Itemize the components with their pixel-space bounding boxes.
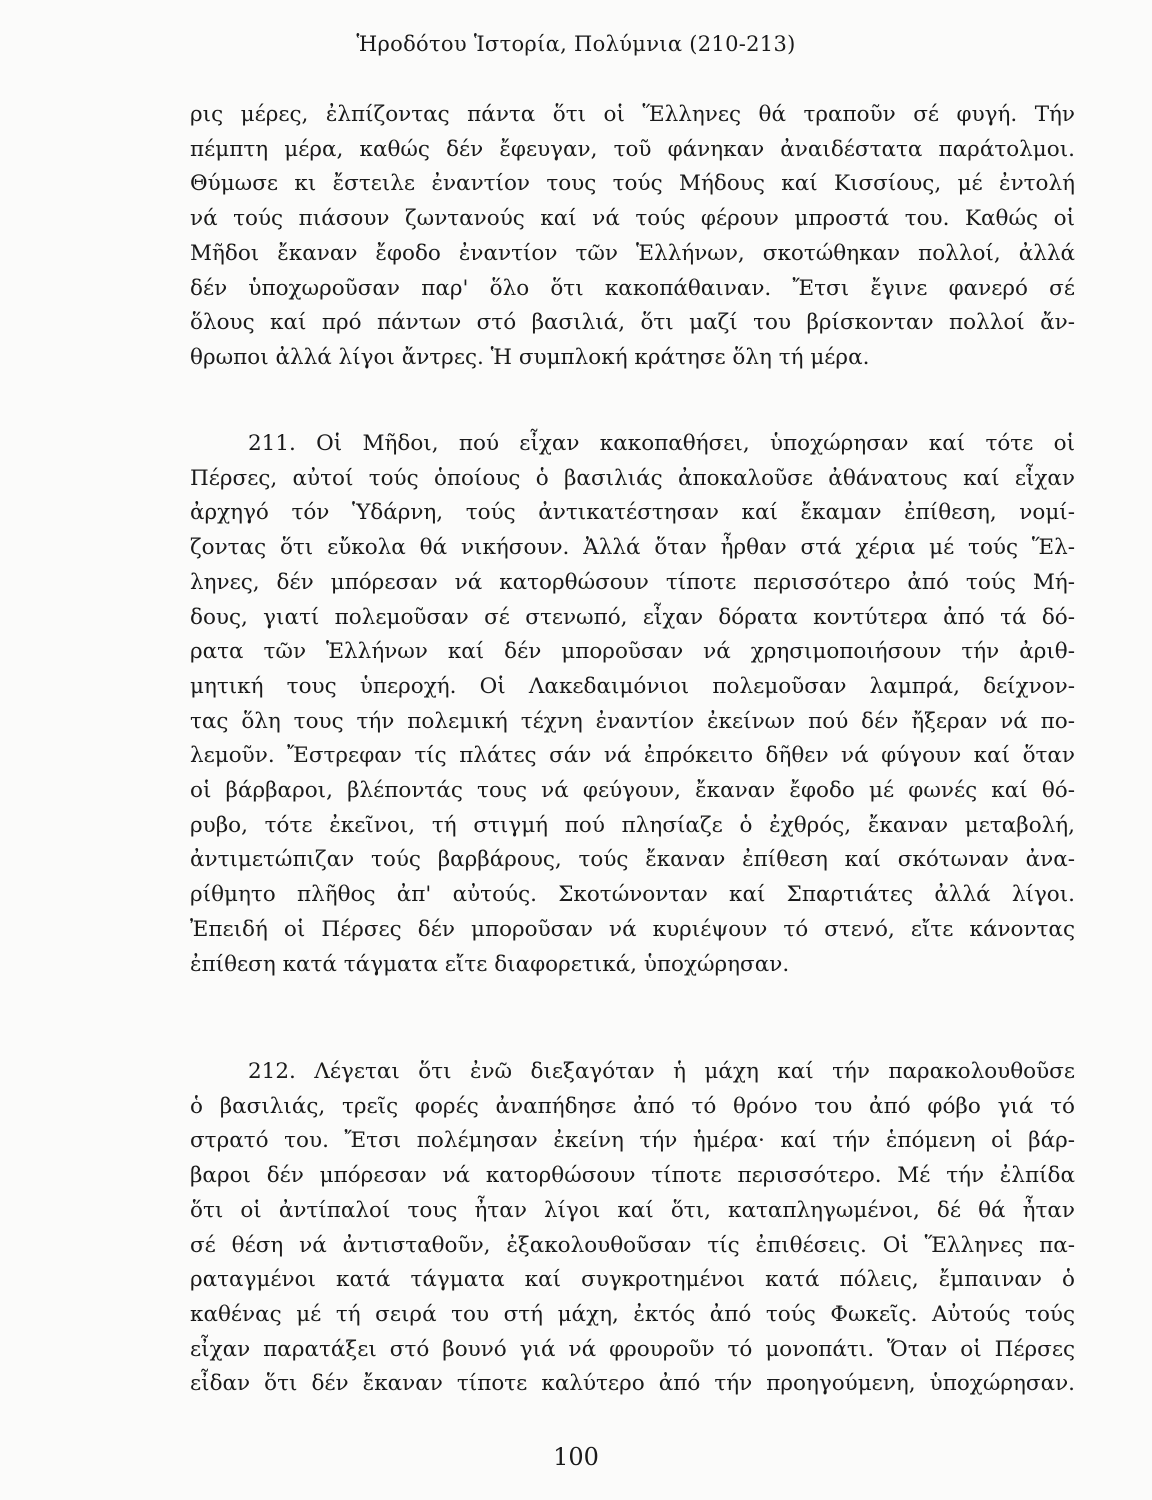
running-header: Ἡροδότου Ἱστορία, Πολύμνια (210-213) [356, 32, 796, 56]
text-line: ρατα τῶν Ἑλλήνων καί δέν μποροῦσαν νά χρησιμοποιήσουν τήν ἀριθ- [190, 639, 1075, 665]
text-line: Ἐπειδή οἱ Πέρσες δέν μποροῦσαν νά κυριέψουν τό στενό, εἴτε κάνοντας [190, 916, 1075, 942]
text-line: δους, γιατί πολεμοῦσαν σέ στενωπό, εἶχαν δόρατα κοντύτερα ἀπό τά δό- [190, 604, 1075, 630]
text-line: ἀντιμετώπιζαν τούς βαρβάρους, τούς ἔκαναν ἐπίθεση καί σκότωναν ἀνα- [190, 847, 1075, 873]
text-line: δέν ὑποχωροῦσαν παρ' ὅλο ὅτι κακοπάθαιναν. Ἔτσι ἔγινε φανερό σέ [190, 275, 1075, 301]
text-line: εἶχαν παρατάξει στό βουνό γιά νά φρουροῦν τό μονοπάτι. Ὅταν οἱ Πέρσες [190, 1336, 1075, 1362]
text-line: λεμοῦν. Ἔστρεφαν τίς πλάτες σάν νά ἐπρόκειτο δῆθεν νά φύγουν καί ὅταν [190, 743, 1075, 769]
text-line: μητική τους ὑπεροχή. Οἱ Λακεδαιμόνιοι πολεμοῦσαν λαμπρά, δείχνον- [190, 673, 1075, 699]
page-number: 100 [553, 1443, 599, 1471]
text-line: ληνες, δέν μπόρεσαν νά κατορθώσουν τίποτε περισσότερο ἀπό τούς Μή- [190, 569, 1075, 595]
text-line: βαροι δέν μπόρεσαν νά κατορθώσουν τίποτε περισσότερο. Μέ τήν ἐλπίδα [190, 1163, 1075, 1189]
text-line: στρατό του. Ἔτσι πολέμησαν ἐκείνη τήν ἡμέρα· καί τήν ἑπόμενη οἱ βάρ- [190, 1128, 1075, 1154]
text-line: οἱ βάρβαροι, βλέποντάς τους νά φεύγουν, ἔκαναν ἔφοδο μέ φωνές καί θό- [190, 778, 1075, 804]
text-line: ὅτι οἱ ἀντίπαλοί τους ἦταν λίγοι καί ὅτι, καταπληγωμένοι, δέ θά ἦταν [190, 1197, 1075, 1223]
text-line: ἐπίθεση κατά τάγματα εἴτε διαφορετικά, ὑποχώρησαν. [190, 951, 790, 977]
text-line: σέ θέση νά ἀντισταθοῦν, ἐξακολουθοῦσαν τίς ἐπιθέσεις. Οἱ Ἕλληνες πα- [190, 1232, 1075, 1258]
text-line: καθένας μέ τή σειρά του στή μάχη, ἐκτός ἀπό τούς Φωκεῖς. Αὐτούς τούς [190, 1301, 1075, 1327]
text-line: 211. Οἱ Μῆδοι, πού εἶχαν κακοπαθήσει, ὑποχώρησαν καί τότε οἱ [248, 431, 1075, 456]
text-line: ρις μέρες, ἐλπίζοντας πάντα ὅτι οἱ Ἕλληνες θά τραποῦν σέ φυγή. Τήν [190, 102, 1075, 127]
paragraph-211 [190, 427, 1075, 982]
text-line: εἶδαν ὅτι δέν ἔκαναν τίποτε καλύτερο ἀπό τήν προηγούμενη, ὑποχώρησαν. [190, 1371, 1075, 1397]
paragraph-212 [190, 1055, 1075, 1402]
text-line: ραταγμένοι κατά τάγματα καί συγκροτημένοι κατά πόλεις, ἔμπαιναν ὁ [190, 1267, 1075, 1293]
text-line: ρίθμητο πλῆθος ἀπ' αὐτούς. Σκοτώνονταν καί Σπαρτιάτες ἀλλά λίγοι. [190, 882, 1075, 908]
text-line: θρωποι ἀλλά λίγοι ἄντρες. Ἡ συμπλοκή κράτησε ὅλη τή μέρα. [190, 344, 870, 370]
text-line: Μῆδοι ἔκαναν ἔφοδο ἐναντίον τῶν Ἑλλήνων, σκοτώθηκαν πολλοί, ἀλλά [190, 240, 1075, 266]
text-line: πέμπτη μέρα, καθώς δέν ἔφευγαν, τοῦ φάνηκαν ἀναιδέστατα παράτολμοι. [190, 136, 1075, 162]
text-line: Πέρσες, αὐτοί τούς ὁποίους ὁ βασιλιάς ἀποκαλοῦσε ἀθάνατους καί εἶχαν [190, 465, 1075, 491]
text-line: Θύμωσε κι ἔστειλε ἐναντίον τους τούς Μήδους καί Κισσίους, μέ ἐντολή [190, 171, 1075, 197]
text-line: ἀρχηγό τόν Ὑδάρνη, τούς ἀντικατέστησαν καί ἔκαμαν ἐπίθεση, νομί- [190, 500, 1075, 526]
text-line: νά τούς πιάσουν ζωντανούς καί νά τούς φέρουν μπροστά του. Καθώς οἱ [190, 206, 1075, 232]
text-line: ὁ βασιλιάς, τρεῖς φορές ἀναπήδησε ἀπό τό θρόνο του ἀπό φόβο γιά τό [190, 1093, 1075, 1119]
text-line: ὅλους καί πρό πάντων στό βασιλιά, ὅτι μαζί του βρίσκονταν πολλοί ἄν- [190, 310, 1075, 336]
text-line: 212. Λέγεται ὅτι ἐνῶ διεξαγόταν ἡ μάχη καί τήν παρακολουθοῦσε [248, 1059, 1075, 1084]
paragraph-210-continuation [190, 98, 1075, 376]
text-line: ρυβο, τότε ἐκεῖνοι, τή στιγμή πού πλησίαζε ὁ ἐχθρός, ἔκαναν μεταβολή, [190, 812, 1075, 838]
text-line: ζοντας ὅτι εὔκολα θά νικήσουν. Ἀλλά ὅταν ἦρθαν στά χέρια μέ τούς Ἕλ- [190, 535, 1075, 561]
text-line: τας ὅλη τους τήν πολεμική τέχνη ἐναντίον ἐκείνων πού δέν ἤξεραν νά πο- [190, 708, 1075, 734]
